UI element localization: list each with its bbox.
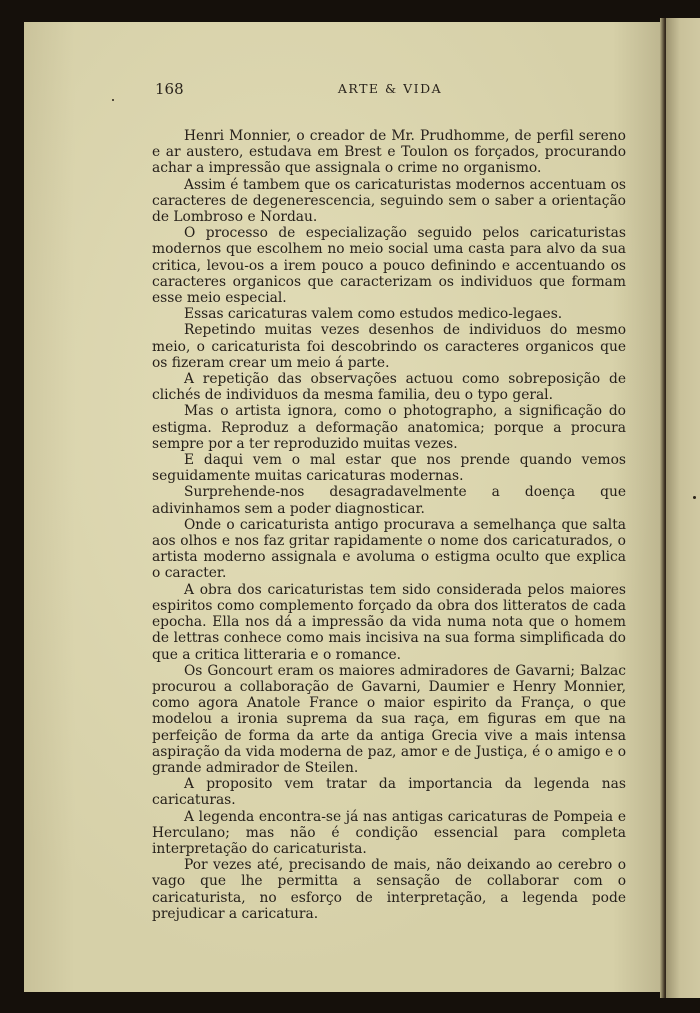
paragraph: A obra dos caricaturistas tem sido considerada pelos maiores espiritos como complemento forçado da obra dos litteratos de cada epocha. Ella nos dá a impressão da vida numa nota que o homem de lettras conhece como mais incisiva na sua forma simplificada do que a critica litteraria e o romance. [152, 581, 626, 663]
paragraph: Henri Monnier, o creador de Mr. Prudhomme, de perfil sereno e ar austero, estudava em Brest e Toulon os forçados, procurando achar a impressão que assignala o crime no organismo. [152, 128, 626, 177]
paragraph: A repetição das observações actuou como sobreposição de clichés de individuos da mesma familia, deu o typo geral. [152, 371, 626, 404]
paragraph: Os Goncourt eram os maiores admiradores de Gavarni; Balzac procurou a collaboração de Gavarni, Daumier e Henry Monnier, como agora Anatole France o maior espirito da França, o que modelou a ironia suprema da sua raça, em figuras em que na perfeição de forma da arte da antiga Grecia vive a mais intensa aspiração da vida moderna de paz, amor e de Justiça, é o amigo e o grande admirador de Steilen. [152, 662, 626, 776]
paragraph: Repetindo muitas vezes desenhos de individuos do mesmo meio, o caricaturista foi descobrindo os caracteres organicos que os fizeram crear um meio á parte. [152, 322, 626, 371]
paragraph: O processo de especialização seguido pelos caricaturistas modernos que escolhem no meio social uma casta para alvo da sua critica, levou-os a irem pouco a pouco definindo e accentuando os caracteres organicos que caracterizam os individuos que formam esse meio especial. [152, 225, 626, 307]
body-text [152, 128, 626, 922]
paragraph: A proposito vem tratar da importancia da legenda nas caricaturas. [152, 776, 626, 809]
page-number: 168 [155, 80, 184, 98]
ink-speck [112, 99, 114, 101]
ink-speck [693, 496, 696, 499]
paragraph: Mas o artista ignora, como o photographo, a significação do estigma. Reproduz a deformação anatomica; porque a procura sempre por a ter reproduzido muitas vezes. [152, 403, 626, 452]
paragraph: Onde o caricaturista antigo procurava a semelhança que salta aos olhos e nos faz gritar rapidamente o nome dos caricaturados, o artista moderno assignala e avoluma o estigma oculto que explica o caracter. [152, 516, 626, 582]
paragraph: Surprehende-nos desagradavelmente a doença que adivinhamos sem a poder diagnosticar. [152, 484, 626, 517]
page-header [155, 80, 625, 100]
paragraph: E daqui vem o mal estar que nos prende quando vemos seguidamente muitas caricaturas modernas. [152, 452, 626, 485]
paragraph: Por vezes até, precisando de mais, não deixando ao cerebro o vago que lhe permitta a sensação de collaborar com o caricaturista, no esforço de interpretação, a legenda pode prejudicar a caricatura. [152, 857, 626, 922]
paragraph: A legenda encontra-se já nas antigas caricaturas de Pompeia e Herculano; mas não é condição essencial para completa interpretação do caricaturista. [152, 808, 626, 857]
adjacent-page-edge [666, 18, 700, 998]
paragraph: Essas caricaturas valem como estudos medico-legaes. [184, 306, 563, 323]
running-title: ARTE & VIDA [337, 81, 443, 96]
paragraph: Assim é tambem que os caricaturistas modernos accentuam os caracteres de degenerescencia, seguindo sem o saber a orientação de Lombroso e Nordau. [152, 176, 626, 226]
